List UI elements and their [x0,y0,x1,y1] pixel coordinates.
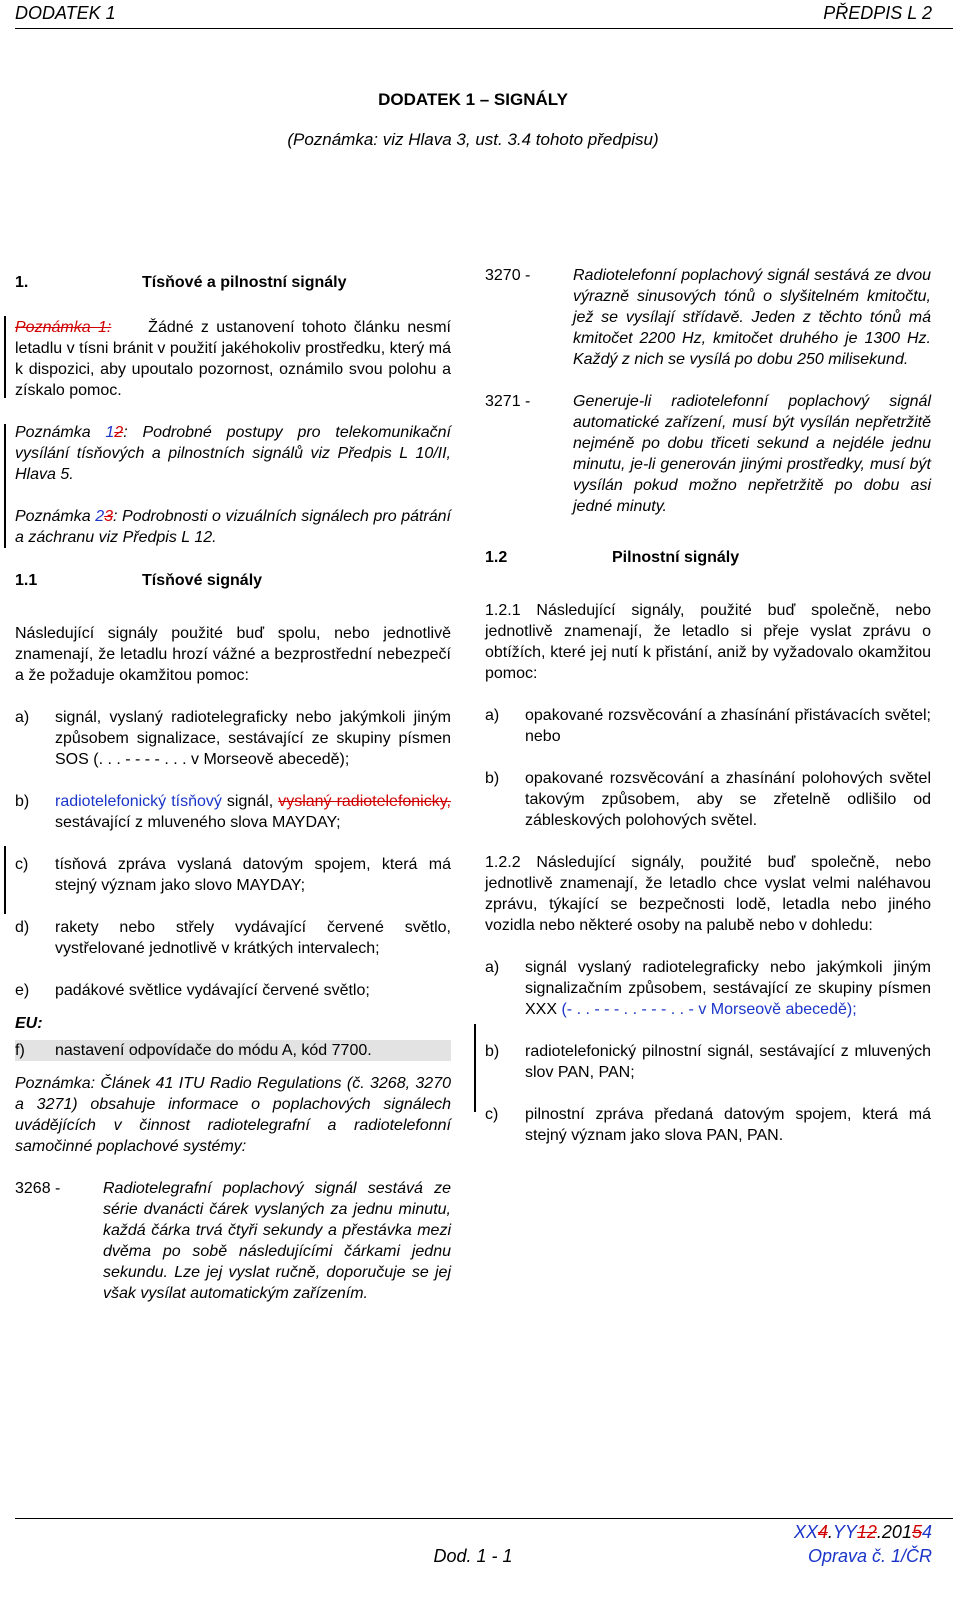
para-1-2-1: 1.2.1 Následující signály, použité buď společně, nebo jednotlivě znamenají, že letadlo si přeje vyslat zprávu o obtížích, které jej nutí k přistání, aniž by vyžadovalo okamžitou pomoc: [485,602,931,682]
note-4: Poznámka: Článek 41 ITU Radio Regulations (č. 3268, 3270 a 3271) obsahuje informace o poplachových signálech uvádějících v činnost radiotelegrafní a radiotelefonní samočinné poplachové systémy: [15,1075,451,1155]
list-item-a: a) signál, vyslaný radiotelegraficky nebo jakýmkoli jiným způsobem signalizace, sestávající ze skupiny písmen SOS (. . . - - - - . . . v Morseově abecedě); [15,709,451,768]
page-subtitle: (Poznámka: viz Hlava 3, ust. 3.4 tohoto předpisu) [287,130,659,149]
list-item-e: e) padákové světlice vydávající červené světlo; [15,982,370,999]
note-1-text: Žádné z ustanovení tohoto článku nesmí letadlu v tísni bránit v použití jakéhokoliv prostředku, který má k dispozici, aby upoutalo pozornost, oznámilo svou polohu a získalo pomoc. [15,319,451,399]
eu-label: EU: [15,1015,43,1032]
section-1-heading: 1. Tísňové a pilnostní signály [15,274,347,291]
change-bar [4,846,6,914]
header-left: DODATEK 1 [15,3,116,23]
footer-page-number: Dod. 1 - 1 [433,1546,513,1566]
note-3: Poznámka 23: Podrobnosti o vizuálních signálech pro pátrání a záchranu viz Předpis L 12. [15,508,452,546]
left-column [15,272,451,1304]
section-1-1-heading: 1.1 Tísňové signály [15,572,263,589]
right2-list-item-a: a) signál vyslaný radiotelegraficky nebo jakýmkoli jiným signalizačním způsobem, sestávající ze skupiny písmen XXX (- . . - - - . . - - - . . - v Morseově abecedě); [485,959,931,1018]
list-item-f: f) nastavení odpovídače do módu A, kód 7700. [15,1040,451,1061]
page-title: DODATEK 1 – SIGNÁLY [378,90,568,109]
footer-date: XX4.YY12.20154 [793,1522,932,1542]
para-3271: 3271 - Generuje-li radiotelefonní poplachový signál automatické zařízení, musí být vysílán nepřetržitě nejméně po dobu třiceti sekund a nejdéle jednu minutu, je-li generován jinými prostředky, musí být vysílán pokud možno nepřetržitě po dobu asi jedné minuty. [485,393,931,515]
para-3268: 3268 - Radiotelegrafní poplachový signál sestává ze série dvanácti čárek vyslaných za jednu minutu, každá čárka trvá čtyři sekundy a přestávka mezi dvěma po sobě následujícími čárkami jednu sekundu. Lze jej vyslat ručně, doporučuje se jej však vysílat automatickým zařízením. [15,1180,451,1302]
footer-rule [15,1518,953,1519]
change-bar [4,424,6,548]
change-bar [4,316,6,398]
right-list-item-a: a) opakované rozsvěcování a zhasínání přistávacích světel; nebo [485,707,931,745]
footer-amendment: Oprava č. 1/ČR [807,1546,932,1566]
right-column [485,265,931,1146]
note-1-label: Poznámka 1: [15,319,112,336]
right2-list-item-b: b) radiotelefonický pilnostní signál, sestávající z mluvených slov PAN, PAN; [485,1043,931,1081]
note-1 [15,317,451,401]
right-list-item-b: b) opakované rozsvěcování a zhasínání polohových světel takovým způsobem, aby se zřetelně odlišilo od zábleskových polohových světel. [485,770,931,829]
list-item-b: b) radiotelefonický tísňový signál, vyslaný radiotelefonicky, sestávající z mluveného slova MAYDAY; [15,793,451,831]
section-1-2-heading: 1.2 Pilnostní signály [485,549,740,566]
change-bar [474,1024,476,1112]
list-item-c: c) tísňová zpráva vyslaná datovým spojem, která má stejný význam jako slovo MAYDAY; [15,856,451,894]
para-3270: 3270 - Radiotelefonní poplachový signál sestává ze dvou výrazně sinusových tónů o slyšitelném kmitočtu, jež se vysílají střídavě. Jeden z těchto tónů má kmitočet 2200 Hz, kmitočet druhého je 1300 Hz. Každý z nich se vysílá po dobu 250 milisekund. [485,267,931,368]
right2-list-item-c: c) pilnostní zpráva předaná datovým spojem, která má stejný význam jako slova PAN, PAN. [485,1106,931,1144]
para-1-2-2: 1.2.2 Následující signály, použité buď společně, nebo jednotlivě znamenají, že letadlo chce vyslat velmi naléhavou zprávu, týkající se bezpečnosti lodě, letadla nebo jiného vozidla nebo některé osoby na palubě nebo v dohledu: [485,854,931,934]
list-item-d: d) rakety nebo střely vydávající červené světlo, vystřelované jednotlivě v krátkých intervalech; [15,919,451,957]
note-2: Poznámka 12: Podrobné postupy pro telekomunikační vysílání tísňových a pilnostních signálů viz Předpis L 10/II, Hlava 5. [15,424,451,483]
intro-paragraph: Následující signály použité buď spolu, nebo jednotlivě znamenají, že letadlu hrozí vážné a bezprostřední nebezpečí a že požaduje okamžitou pomoc: [15,625,451,684]
header-rule [15,28,953,29]
header-right: PŘEDPIS L 2 [823,3,932,23]
